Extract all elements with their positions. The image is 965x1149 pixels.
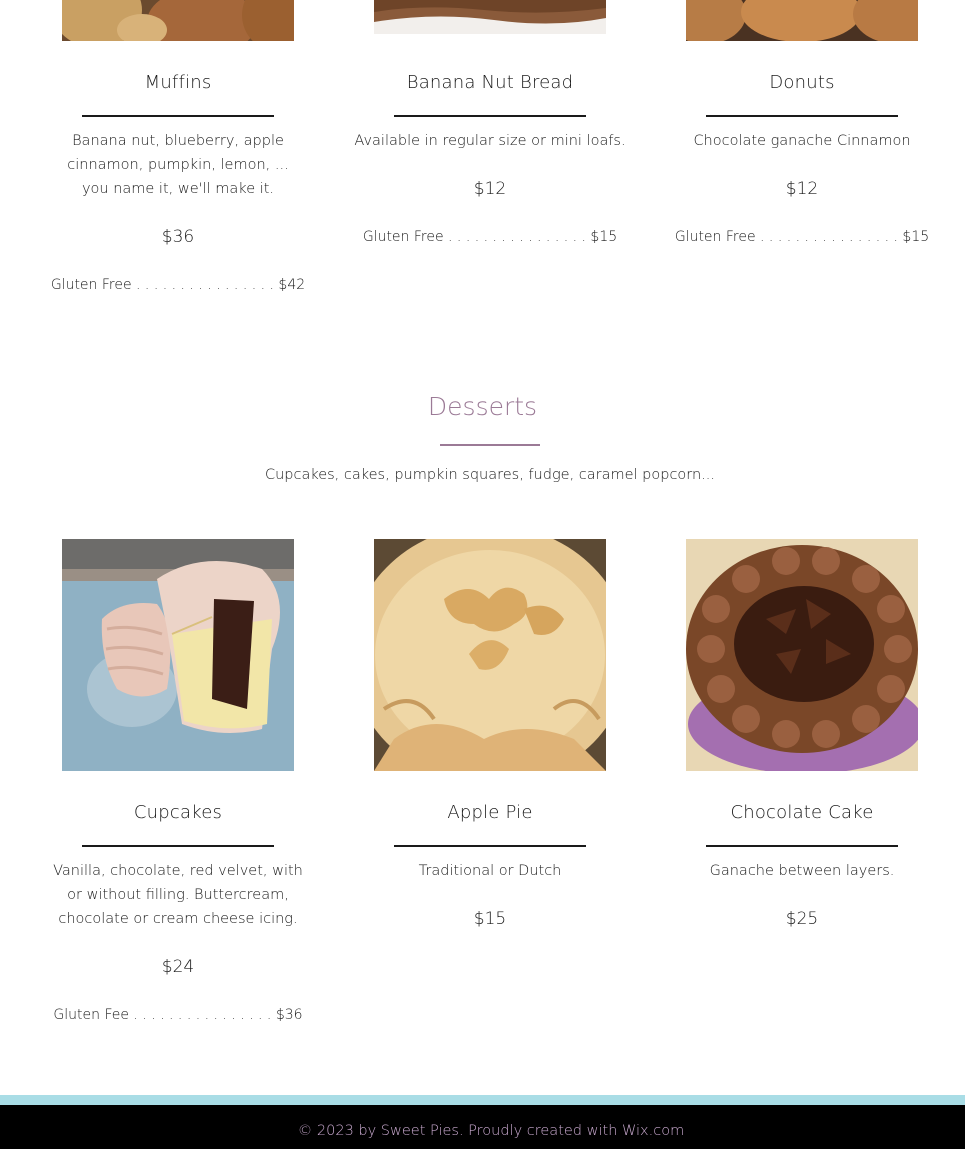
product-title: Chocolate Cake xyxy=(730,802,874,823)
product-title: Banana Nut Bread xyxy=(406,72,574,93)
section-divider xyxy=(440,444,540,446)
footer-copyright[interactable]: © 2023 by Sweet Pies. Proudly created with Wix.com xyxy=(297,1123,685,1139)
product-title: Muffins xyxy=(144,72,212,93)
product-description: Ganache between layers. xyxy=(709,863,895,879)
product-price: $24 xyxy=(161,957,195,977)
title-divider xyxy=(82,115,274,117)
product-price: $25 xyxy=(785,909,819,929)
muffins-image xyxy=(62,0,294,41)
gluten-free-price: Gluten Free . . . . . . . . . . . . . . . . $15 xyxy=(674,229,930,245)
title-divider xyxy=(394,845,586,847)
chocolate-cake-image xyxy=(686,539,918,771)
product-price: $15 xyxy=(473,909,507,929)
section-description: Cupcakes, cakes, pumpkin squares, fudge, caramel popcorn... xyxy=(264,467,716,483)
product-price: $36 xyxy=(161,227,195,247)
product-title: Donuts xyxy=(769,72,835,93)
product-price: $12 xyxy=(785,179,819,199)
section-title-desserts: Desserts xyxy=(427,392,538,421)
product-price: $12 xyxy=(473,179,507,199)
title-divider xyxy=(394,115,586,117)
product-description: Banana nut, blueberry, apple cinnamon, pumpkin, lemon, ... you name it, we'll make it. xyxy=(67,133,289,197)
product-description: Chocolate ganache Cinnamon xyxy=(693,133,911,149)
product-description: Vanilla, chocolate, red velvet, with or without filling. Buttercream, chocolate or cream cheese icing. xyxy=(53,863,303,927)
product-title: Cupcakes xyxy=(133,802,223,823)
footer-accent-band xyxy=(0,1095,965,1105)
title-divider xyxy=(706,115,898,117)
donuts-image xyxy=(686,0,918,41)
gluten-free-price: Gluten Free . . . . . . . . . . . . . . . . $15 xyxy=(362,229,618,245)
gluten-free-price: Gluten Free . . . . . . . . . . . . . . . . $42 xyxy=(50,277,306,293)
banana-bread-image xyxy=(374,0,606,41)
product-description: Traditional or Dutch xyxy=(418,863,562,879)
product-description: Available in regular size or mini loafs. xyxy=(354,133,626,149)
title-divider xyxy=(706,845,898,847)
product-title: Apple Pie xyxy=(447,802,533,823)
cupcakes-image xyxy=(62,539,294,771)
title-divider xyxy=(82,845,274,847)
apple-pie-image xyxy=(374,539,606,771)
gluten-free-price: Gluten Fee . . . . . . . . . . . . . . . . $36 xyxy=(53,1007,303,1023)
